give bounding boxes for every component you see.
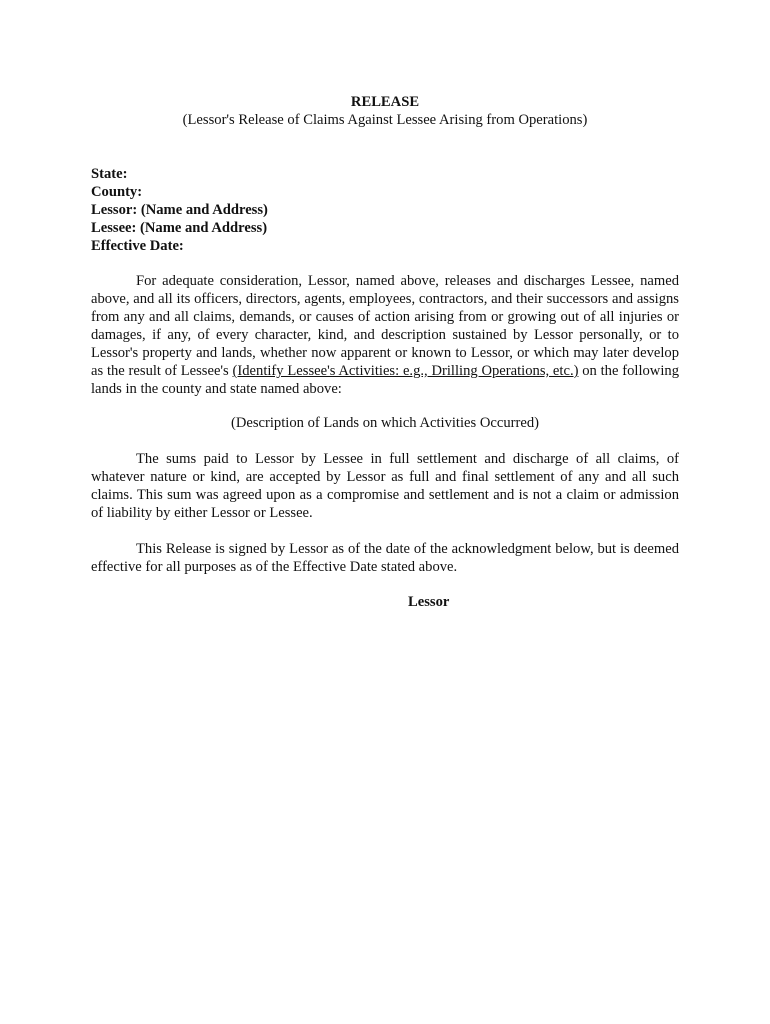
field-county: County:: [91, 184, 143, 200]
signing-paragraph-text: This Release is signed by Lessor as of the date of the acknowledgment below, but is deemed effective for all purposes as of the Effective Date stated above.: [91, 541, 679, 575]
field-state: State:: [91, 166, 128, 182]
signature-label: Lessor: [408, 594, 450, 610]
lands-description-placeholder: (Description of Lands on which Activities Occurred): [230, 415, 539, 431]
release-paragraph: [91, 272, 679, 398]
document-title: RELEASE: [350, 94, 420, 110]
document-subtitle: (Lessor's Release of Claims Against Lessee Arising from Operations): [182, 112, 588, 128]
field-lessee: Lessee: (Name and Address): [91, 220, 268, 236]
settlement-paragraph: [91, 450, 679, 522]
release-paragraph-text: For adequate consideration, Lessor, named above, releases and discharges Lessee, named above, and all its officers, directors, agents, employees, contractors, and their successors and assigns from any and all claims, demands, or causes of action arising from or growing out of all injuries or damages, if any, of every character, kind, and description sustained by Lessor personally, or to Lessor's property and lands, whether now apparent or known to Lessor, or which may later develop as the result of Lessee's: [91, 273, 679, 379]
settlement-paragraph-text: The sums paid to Lessor by Lessee in full settlement and discharge of all claims, of whatever nature or kind, are accepted by Lessor as full and final settlement of any and all such claims. This sum was agreed upon as a compromise and settlement and is not a claim or admission of liability by either Lessor or Lessee.: [91, 451, 679, 521]
lessee-activities-placeholder: (Identify Lessee's Activities: e.g., Drilling Operations, etc.): [232, 363, 579, 379]
field-lessor: Lessor: (Name and Address): [91, 202, 268, 218]
release-paragraph-text-end: on the following lands in the county and state named above:: [91, 363, 679, 397]
field-effective-date: Effective Date:: [91, 238, 184, 254]
header-fields: [91, 165, 268, 255]
signing-paragraph: [91, 540, 679, 576]
